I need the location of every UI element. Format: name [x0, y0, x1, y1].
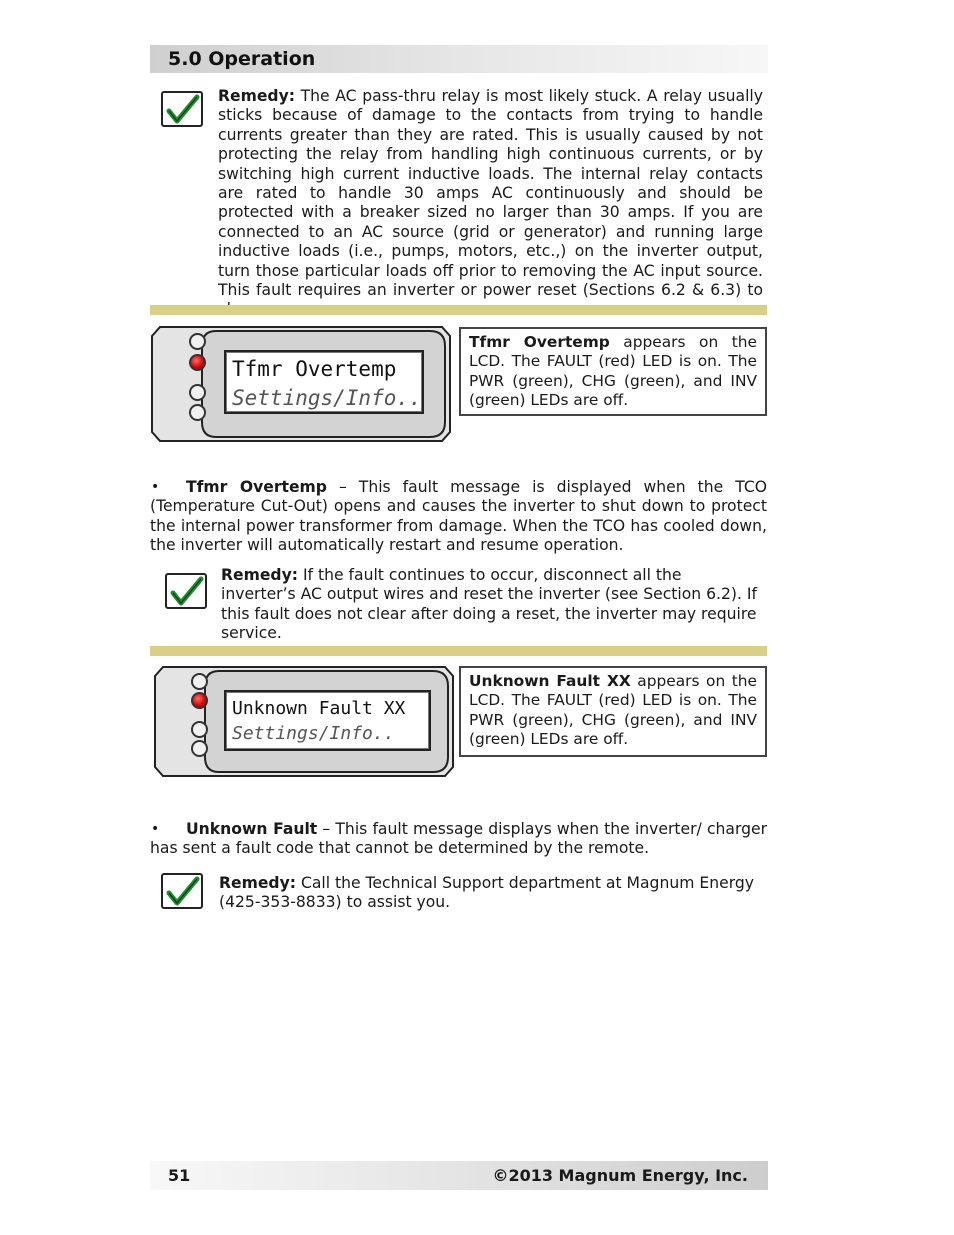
lcd-line-2: Settings/Info..	[232, 723, 395, 744]
remedy-label: Remedy:	[218, 87, 295, 105]
page-number: 51	[168, 1166, 191, 1185]
section-header	[150, 45, 768, 73]
section-title: 5.0 Operation	[168, 48, 316, 70]
remedy-label: Remedy:	[221, 566, 298, 584]
lcd-line-1: Unknown Fault XX	[232, 698, 406, 719]
checkmark-icon	[165, 573, 207, 609]
remedy-paragraph	[219, 874, 764, 913]
fault-led-icon	[189, 354, 206, 371]
description-text: appears on the LCD. The FAULT (red) LED is on. The PWR (green), CHG (green), and INV (green) LEDs are off.	[469, 333, 757, 409]
fault-text: – This fault message is displayed when the TCO (Temperature Cut-Out) opens and causes the inverter to shut down to protect the internal power transformer from damage. When the TCO has cooled down, the inverter will automatically restart and resume operation.	[150, 478, 768, 555]
fault-title: Unknown Fault	[186, 820, 318, 838]
checkmark-icon	[161, 873, 203, 909]
checkmark-icon	[161, 91, 203, 127]
divider-rule	[150, 646, 767, 656]
chg-led-icon	[189, 384, 206, 401]
inv-led-icon	[189, 404, 206, 421]
remedy-paragraph	[221, 566, 761, 644]
fault-description	[150, 820, 767, 859]
copyright: ©2013 Magnum Energy, Inc.	[492, 1166, 748, 1185]
remedy-label: Remedy:	[219, 874, 296, 892]
description-bold: Tfmr Overtemp	[469, 333, 610, 351]
fault-text: – This fault message displays when the inverter/ charger has sent a fault code that cannot be determined by the remote.	[150, 820, 767, 858]
bullet: •	[151, 479, 160, 495]
remote-display-panel	[150, 326, 452, 442]
remedy-paragraph	[218, 87, 763, 320]
fault-title: Tfmr Overtemp	[186, 478, 327, 496]
lcd-line-1: Tfmr Overtemp	[232, 357, 397, 381]
remote-display-panel	[153, 666, 455, 777]
remedy-text: If the fault continues to occur, disconnect all the inverter’s AC output wires and reset the inverter (see Section 6.2). If this fault does not clear after doing a reset, the inverter may require service.	[221, 566, 758, 643]
page-footer	[150, 1161, 768, 1190]
description-bold: Unknown Fault XX	[469, 672, 631, 690]
pwr-led-icon	[191, 673, 208, 690]
remedy-text: Call the Technical Support department at Magnum Energy (425-353-8833) to assist you.	[219, 874, 754, 912]
inv-led-icon	[191, 740, 208, 757]
description-text: appears on the LCD. The FAULT (red) LED is on. The PWR (green), CHG (green), and INV (green) LEDs are off.	[469, 672, 757, 748]
display-description	[459, 327, 767, 416]
remedy-text: The AC pass-thru relay is most likely stuck. A relay usually sticks because of damage to the contacts from trying to handle currents greater than they are rated. This is usually caused by not protecting the relay from handling high continuous currents, or by switching high current inductive loads. The internal relay contacts are rated to handle 30 amps AC continuously and should be protected with a breaker sized no larger than 30 amps. If you are connected to an AC source (grid or generator) and running large inductive loads (i.e., pumps, motors, etc.,) on the inverter output, turn those particular loads off prior to removing the AC input source. This fault requires an inverter or power reset (Sections 6.2 & 6.3) to	[218, 87, 763, 300]
display-description	[459, 666, 767, 757]
fault-description	[150, 478, 767, 556]
divider-rule	[150, 305, 767, 315]
lcd-screen	[224, 690, 431, 751]
pwr-led-icon	[189, 333, 206, 350]
fault-led-icon	[191, 692, 208, 709]
lcd-screen	[224, 350, 424, 414]
chg-led-icon	[191, 721, 208, 738]
lcd-line-2: Settings/Info..	[232, 386, 422, 410]
bullet: •	[151, 821, 160, 837]
